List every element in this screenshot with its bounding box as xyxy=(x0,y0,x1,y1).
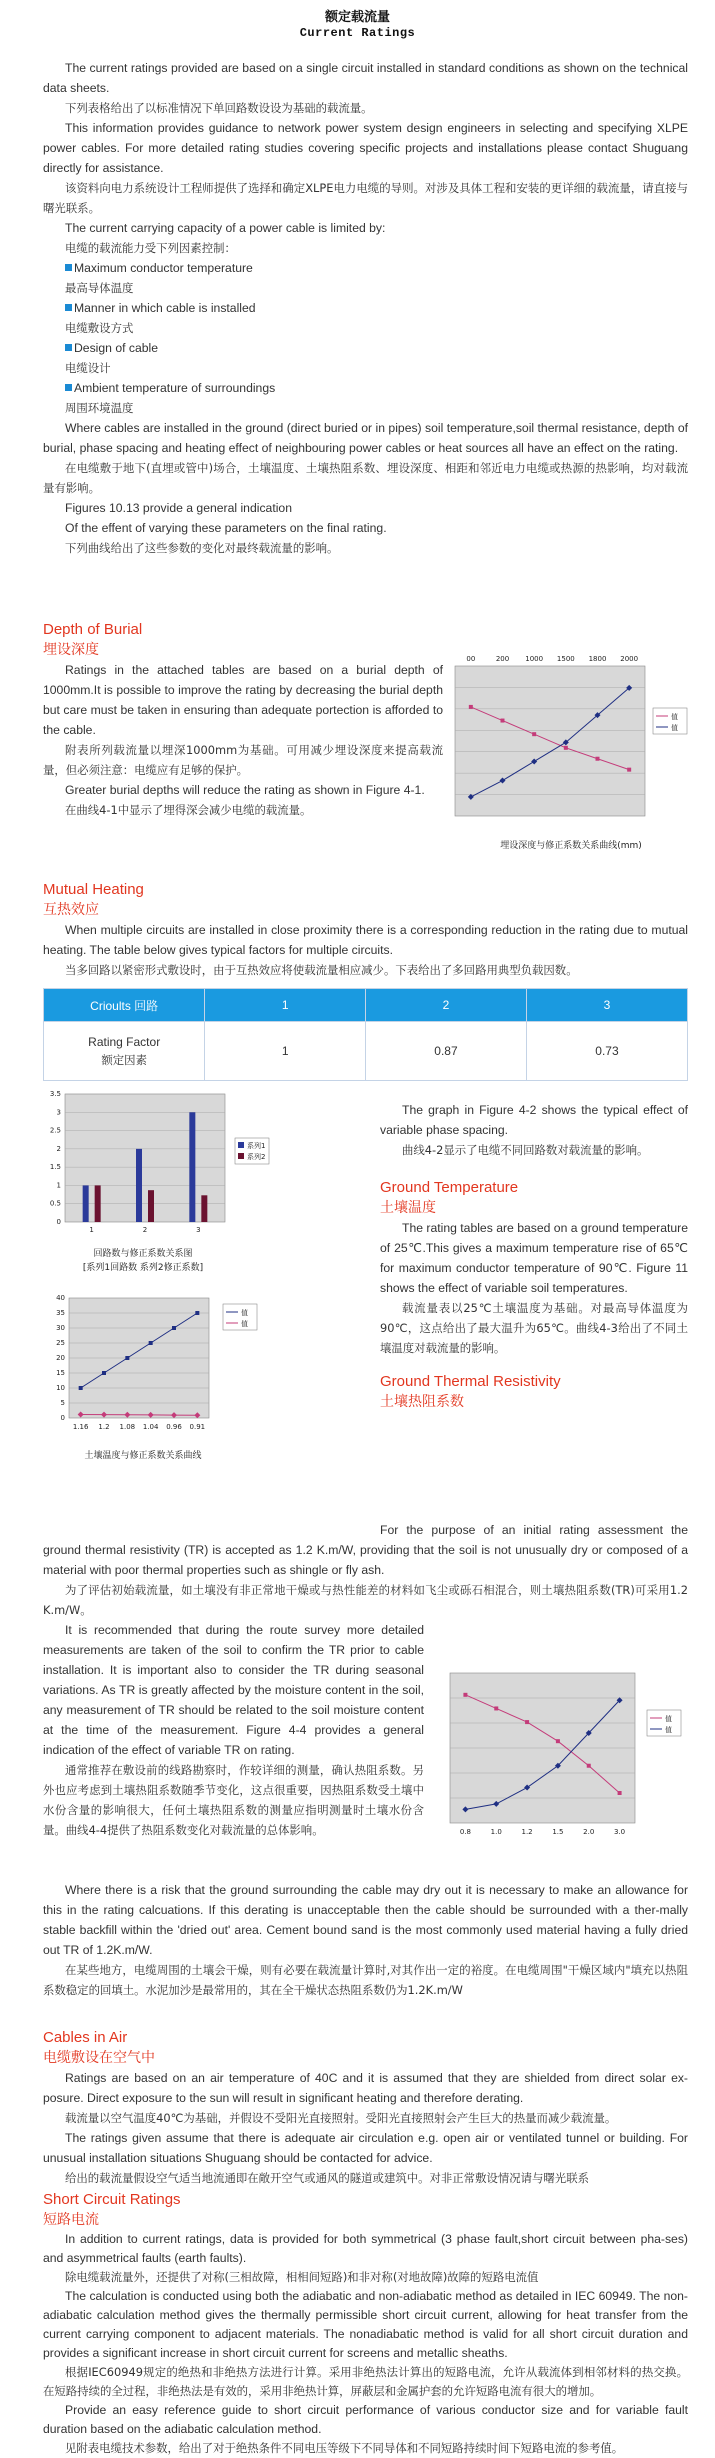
x-tick-label: 3 xyxy=(196,1226,201,1234)
bar-chart-caption: [系列1回路数 系列2修正系数] xyxy=(82,1263,204,1273)
square-bullet-icon xyxy=(65,344,72,351)
section-heading-cn: 互热效应 xyxy=(43,902,99,918)
row-label-en: Rating Factor xyxy=(88,1035,161,1049)
x-tick-label: 1.08 xyxy=(119,1423,136,1431)
depth-paragraph-cn: 附表所列载流量以埋深1000mm为基础。可用减少埋设深度来提高载流量，但必须注意：电缆应有足够的保护。 xyxy=(43,743,443,777)
short-paragraph-cn: 见附表电缆技术参数，给出了对于绝热条件不同电压等级下不同导体和不同短路持续时间下短路电流的参考值。 xyxy=(65,2441,624,2455)
legend-label: 值 xyxy=(665,1726,672,1734)
x-tick-label: 1.0 xyxy=(490,1828,502,1836)
legend-box xyxy=(653,708,687,734)
factor-cn: 电缆敷设方式 xyxy=(65,321,134,335)
air-paragraph-cn: 给出的载流量假设空气适当地流通即在敞开空气或通风的隧道或建筑中。对非正常敷设情况请与曙光联系 xyxy=(65,2171,589,2185)
y-tick-label: 0.5 xyxy=(49,1199,61,1208)
thermal-res-paragraph-cn: 在某些地方，电缆周围的土壤会干燥，则有必要在载流量计算时,对其作出一定的裕度。在电缆周围"干燥区域内"填充以热阻系数稳定的回填土。水泥加沙是最常用的，其在全干燥状态热阻系数仍为1.2K.m/W xyxy=(43,1963,688,1997)
right-column xyxy=(380,1100,688,1412)
intro2-paragraph: Figures 10.13 provide a general indication xyxy=(65,501,292,515)
table-header-cell: 1 xyxy=(205,989,366,1022)
circuits-bar-chart xyxy=(43,1088,273,1238)
square-bullet-icon xyxy=(65,384,72,391)
factor-list xyxy=(43,258,688,418)
square-bullet-icon xyxy=(65,264,72,271)
resistivity-chart xyxy=(442,1665,692,1845)
air-paragraph-cn: 载流量以空气温度40℃为基础，并假设不受阳光直接照射。受阳光直接照射会产生巨大的热量而减少载流量。 xyxy=(65,2111,617,2125)
x-tick-label: 1000 xyxy=(525,655,544,663)
intro-paragraph-cn: 下列表格给出了以标准情况下单回路数设设为基础的载流量。 xyxy=(65,101,373,115)
table-cell: 0.73 xyxy=(526,1022,687,1081)
data-point xyxy=(596,757,600,761)
section-heading: Ground Temperature xyxy=(380,1179,519,1196)
factor-cn: 最高导体温度 xyxy=(65,281,134,295)
section-heading-cn: 电缆敷设在空气中 xyxy=(43,2050,155,2066)
bar xyxy=(148,1190,154,1222)
ground-temp-paragraph: The rating tables are based on a ground temperature of 25℃.This gives a maximum temperature rise of 65℃ for maximum conductor temperature of 90℃. Figure 11 shows the effect of variable soil temperatures. xyxy=(380,1221,688,1295)
factor-en: Manner in which cable is installed xyxy=(74,301,256,315)
x-tick-label: 00 xyxy=(466,655,476,663)
bar-chart-caption: 回路数与修正系数关系图 xyxy=(93,1249,193,1259)
short-paragraph-cn: 根据IEC60949规定的绝热和非绝热方法进行计算。采用非绝热法计算出的短路电流，允许从载流体到相邻材料的热交换。在短路持续的全过程，非绝热法是有效的，采用非绝热计算，屏蔽层和金属护套的允许短路电流有很大的增加。 xyxy=(43,2365,688,2398)
legend-label: 值 xyxy=(665,1715,672,1723)
x-tick-label: 0.96 xyxy=(166,1423,182,1431)
section-heading: Ground Thermal Resistivity xyxy=(380,1373,561,1390)
data-point xyxy=(125,1356,129,1360)
data-point xyxy=(195,1311,199,1315)
intro-paragraph: The current ratings provided are based on a single circuit installed in standard conditions as shown on the technical data sheets. xyxy=(43,61,688,95)
intro2-paragraph-cn: 下列曲线给出了这些参数的变化对最终载流量的影响。 xyxy=(65,541,339,555)
y-tick-label: 2 xyxy=(56,1144,61,1153)
legend-label: 值 xyxy=(241,1320,248,1328)
y-tick-label: 0 xyxy=(56,1218,61,1226)
factor-cn: 周围环境温度 xyxy=(65,401,134,415)
intro2-paragraph: Of the effent of varying these parameters on the final rating. xyxy=(65,521,387,535)
data-point xyxy=(463,1693,467,1697)
depth-paragraph: Ratings in the attached tables are based on a burial depth of 1000mm.It is possible to improve the rating by decreasing the burial depth but care must be taken in ensuring than adequate portection is afforded to the cable. xyxy=(43,663,443,737)
section-heading: Mutual Heating xyxy=(43,881,144,898)
row-label-cn: 额定因素 xyxy=(101,1053,147,1067)
section-heading: Short Circuit Ratings xyxy=(43,2191,181,2208)
short-paragraph: The calculation is conducted using both the adiabatic and non-adiabatic method as detailed in IEC 60949. The non-adiabatic calculation method gives the thermally permissible short circuit current, allowing for heat transfer from the current carrying component to adjacent materials. The nonadiabatic method is valid for all short circuit duration and provides a significant increase in short circuit current for screens and metallic sheaths. xyxy=(43,2289,688,2360)
factor-item xyxy=(65,338,688,358)
section-heading-cn: 埋设深度 xyxy=(43,642,99,658)
factor-cn: 电缆设计 xyxy=(65,361,111,375)
soil-temp-chart-caption: 土壤温度与修正系数关系曲线 xyxy=(84,1451,202,1461)
ground-temp-paragraph-cn: 载流量表以25℃土壤温度为基础。对最高导体温度为90℃，这点给出了最大温升为65℃。曲线4-3给出了不同土壤温度对载流量的影响。 xyxy=(380,1301,688,1355)
x-tick-label: 1.16 xyxy=(72,1423,89,1431)
factor-item xyxy=(65,378,688,398)
intro-section xyxy=(43,58,688,558)
intro-paragraph-cn: 该资料向电力系统设计工程师提供了选择和确定XLPE电力电缆的导则。对涉及具体工程和安装的更详细的载流量，请直接与曙光联系。 xyxy=(43,181,688,215)
resistivity-chart-svg xyxy=(442,1665,692,1845)
y-tick-label: 3.5 xyxy=(49,1090,61,1098)
y-tick-label: 3 xyxy=(56,1108,61,1117)
y-tick-label: 2.5 xyxy=(49,1126,61,1135)
factor-en: Ambient temperature of surroundings xyxy=(74,381,276,395)
y-tick-label: 1.5 xyxy=(49,1163,61,1172)
section-heading: Cables in Air xyxy=(43,2029,128,2046)
depth-paragraph: Greater burial depths will reduce the rating as shown in Figure 4-1. xyxy=(65,783,425,797)
legend-label: 系列1 xyxy=(247,1142,266,1150)
data-point xyxy=(494,1706,498,1710)
x-tick-label: 0.91 xyxy=(189,1423,206,1431)
x-tick-label: 1.04 xyxy=(142,1423,159,1431)
bar xyxy=(95,1185,101,1222)
mutual-paragraph: When multiple circuits are installed in close proximity there is a corresponding reduction in the rating due to mutual heating. The table below gives typical factors for multiple circuits. xyxy=(43,923,688,957)
air-paragraph: The ratings given assume that there is adequate air circulation e.g. open air or ventilated tunnel or building. For unusual installation situations Shuguang should be contacted for advice. xyxy=(43,2131,688,2165)
y-tick-label: 10 xyxy=(56,1384,65,1392)
thermal-res-section-3 xyxy=(43,1880,688,2000)
y-tick-label: 1 xyxy=(56,1181,61,1190)
circuit-factor-table-wrap xyxy=(43,988,688,1081)
data-point xyxy=(618,1791,622,1795)
data-point xyxy=(102,1371,106,1375)
depth-chart-svg xyxy=(447,648,695,830)
data-point xyxy=(149,1341,153,1345)
legend-label: 值 xyxy=(241,1309,248,1317)
table-cell: 1 xyxy=(205,1022,366,1081)
depth-chart-caption: 埋设深度与修正系数关系曲线(mm) xyxy=(500,841,642,851)
data-point xyxy=(556,1739,560,1743)
legend-label: 值 xyxy=(671,724,678,732)
bar xyxy=(201,1195,207,1222)
short-paragraph-cn: 除电缆载流量外，还提供了对称(三相故障，相相间短路)和非对称(对地故障)故障的短路电流值 xyxy=(65,2270,539,2284)
y-tick-label: 25 xyxy=(56,1339,65,1347)
data-point xyxy=(627,768,631,772)
thermal-res-paragraph: Where there is a risk that the ground surrounding the cable may dry out it is necessary to make an allowance for this in the rating calcuations. If this derating is unacceptable then the cable should be surrounded with a ther-mally stable backfill within the 'dried out' area. Cement bound sand is the most commonly used material having a fully dried out TR of 1.2K.m/W. xyxy=(43,1883,688,1957)
table-header-cell: Crioults 回路 xyxy=(44,989,205,1022)
page-title-cn: 额定载流量 xyxy=(324,10,390,25)
depth-paragraph-cn: 在曲线4-1中显示了埋得深会减少电缆的载流量。 xyxy=(65,803,312,817)
table-header-cell: 2 xyxy=(365,989,526,1022)
factor-item xyxy=(65,298,688,318)
phase-spacing-paragraph: The graph in Figure 4-2 shows the typical effect of variable phase spacing. xyxy=(380,1103,688,1137)
data-point xyxy=(501,719,505,723)
section-heading-cn: 土壤温度 xyxy=(380,1200,436,1216)
data-point xyxy=(532,732,536,736)
mutual-paragraph-cn: 当多回路以紧密形式敷设时，由于互热效应将使载流量相应减少。下表给出了多回路用典型负载因数。 xyxy=(65,963,578,977)
x-tick-label: 1500 xyxy=(556,655,575,663)
soil-temp-chart-svg xyxy=(43,1290,273,1440)
legend-label: 系列2 xyxy=(247,1153,266,1161)
data-point xyxy=(525,1720,529,1724)
y-tick-label: 40 xyxy=(56,1294,65,1302)
soil-temp-chart xyxy=(43,1290,273,1440)
thermal-res-section xyxy=(43,1520,688,1620)
intro-paragraph-cn: 电缆的载流能力受下列因素控制： xyxy=(65,241,236,255)
thermal-res-paragraph-cn: 为了评估初始载流量，如土壤没有非正常地干燥或与热性能差的材料如飞尘或砾石相混合，则土壤热阻系数(TR)可采用1.2 K.m/W。 xyxy=(43,1583,688,1617)
bar xyxy=(189,1112,195,1222)
thermal-res-paragraph-cn: 通常推荐在敷设前的线路勘察时，作较详细的测量，确认热阻系数。另外也应考虑到土壤热阻系数随季节变化，这点很重要，因热阻系数受土壤中水份含量的影响很大，任何土壤热阻系数的测量应指明测量时土壤水份含量。曲线4-4提供了热阻系数变化对载流量的总体影响。 xyxy=(43,1763,424,1837)
x-tick-label: 2 xyxy=(142,1226,148,1234)
factor-en: Maximum conductor temperature xyxy=(74,261,253,275)
legend-box xyxy=(647,1710,681,1736)
section-heading-cn: 土壤热阻系数 xyxy=(380,1394,464,1410)
intro-paragraph: The current carrying capacity of a power cable is limited by: xyxy=(65,221,386,235)
depth-chart xyxy=(447,648,695,830)
data-point xyxy=(172,1326,176,1330)
intro2-paragraph-cn: 在电缆敷于地下(直埋或管中)场合，土壤温度、土壤热阻系数、埋设深度、相距和邻近电力电缆或热源的热影响，均对载流量有影响。 xyxy=(43,461,688,495)
short-circuit-section xyxy=(43,2190,688,2458)
mutual-section xyxy=(43,880,688,980)
legend-swatch xyxy=(238,1142,244,1148)
section-heading-cn: 短路电流 xyxy=(43,2212,99,2228)
data-point xyxy=(564,746,568,750)
thermal-res-paragraph: For the purpose of an initial rating assessment the ground thermal resistivity (TR) is accepted as 1.2 K.m/W, providing that the soil is not unusually dry or composed of a material with poor thermal properties such as shingle or fly ash. xyxy=(43,1523,688,1577)
table-row xyxy=(44,1022,688,1081)
x-tick-label: 1.5 xyxy=(552,1828,564,1836)
page-title-en: Current Ratings xyxy=(299,26,416,40)
intro-paragraph: This information provides guidance to network power system design engineers in selecting and specifying XLPE power cables. For more detailed rating studies covering specific projects and installations please contact Shuguang directly for assistance. xyxy=(43,121,688,175)
x-tick-label: 1.2 xyxy=(521,1828,533,1836)
bar xyxy=(83,1185,89,1222)
short-paragraph: Provide an easy reference guide to short circuit performance of various conductor size and for variable fault duration based on the adiabatic calculation method. xyxy=(43,2403,688,2436)
factor-en: Design of cable xyxy=(74,341,159,355)
depth-section xyxy=(43,620,443,820)
thermal-res-paragraph: It is recommended that during the route survey more detailed measurements are taken of the soil to confirm the TR prior to cable installation. It is important also to consider the TR during seasonal variations. As TR is greatly affected by the moisture content in the soil, any measurement of TR should be related to the soil moisture content at the time of the measurement. Figure 4-4 provides a general indication of the effect of variable TR on rating. xyxy=(43,1623,424,1757)
x-tick-label: 2000 xyxy=(620,655,639,663)
circuits-bar-chart-svg xyxy=(43,1088,273,1238)
data-point xyxy=(79,1386,83,1390)
square-bullet-icon xyxy=(65,304,72,311)
factor-item xyxy=(65,258,688,278)
y-tick-label: 15 xyxy=(56,1369,65,1377)
x-tick-label: 1 xyxy=(89,1226,94,1234)
x-tick-label: 2.0 xyxy=(583,1828,595,1836)
table-header-row xyxy=(44,989,688,1022)
data-point xyxy=(469,705,473,709)
y-tick-label: 30 xyxy=(56,1324,65,1332)
plot-area xyxy=(65,1094,225,1222)
data-point xyxy=(587,1764,591,1768)
x-tick-label: 0.8 xyxy=(459,1828,471,1836)
intro2-paragraph: Where cables are installed in the ground (direct buried or in pipes) soil temperature,soil thermal resistance, depth of burial, phase spacing and heating effect of neighbouring power cables or heat sources all have an effect on the rating. xyxy=(43,421,688,455)
x-tick-label: 1800 xyxy=(588,655,607,663)
bar xyxy=(136,1149,142,1222)
legend-label: 值 xyxy=(671,713,678,721)
table-header-cell: 3 xyxy=(526,989,687,1022)
x-tick-label: 1.2 xyxy=(98,1423,110,1431)
air-paragraph: Ratings are based on an air temperature of 40C and it is assumed that they are shielded from direct solar ex-posure. Direct exposure to the sun will result in significant heating and therefore derating. xyxy=(43,2071,688,2105)
air-section xyxy=(43,2028,688,2188)
table-row-label xyxy=(44,1022,205,1081)
short-paragraph: In addition to current ratings, data is provided for both symmetrical (3 phase fault,short circuit between pha-ses) and asymmetrical faults (earth faults). xyxy=(43,2232,688,2265)
y-tick-label: 5 xyxy=(60,1399,65,1407)
circuit-factor-table xyxy=(43,988,688,1081)
table-cell: 0.87 xyxy=(365,1022,526,1081)
legend-swatch xyxy=(238,1153,244,1159)
x-tick-label: 200 xyxy=(495,655,510,663)
section-heading: Depth of Burial xyxy=(43,621,143,638)
y-tick-label: 0 xyxy=(60,1414,65,1422)
y-tick-label: 35 xyxy=(56,1309,65,1317)
y-tick-label: 20 xyxy=(56,1354,65,1362)
x-tick-label: 3.0 xyxy=(614,1828,626,1836)
phase-spacing-paragraph-cn: 曲线4-2显示了电缆不同回路数对载流量的影响。 xyxy=(402,1143,649,1157)
legend-box xyxy=(223,1304,257,1330)
